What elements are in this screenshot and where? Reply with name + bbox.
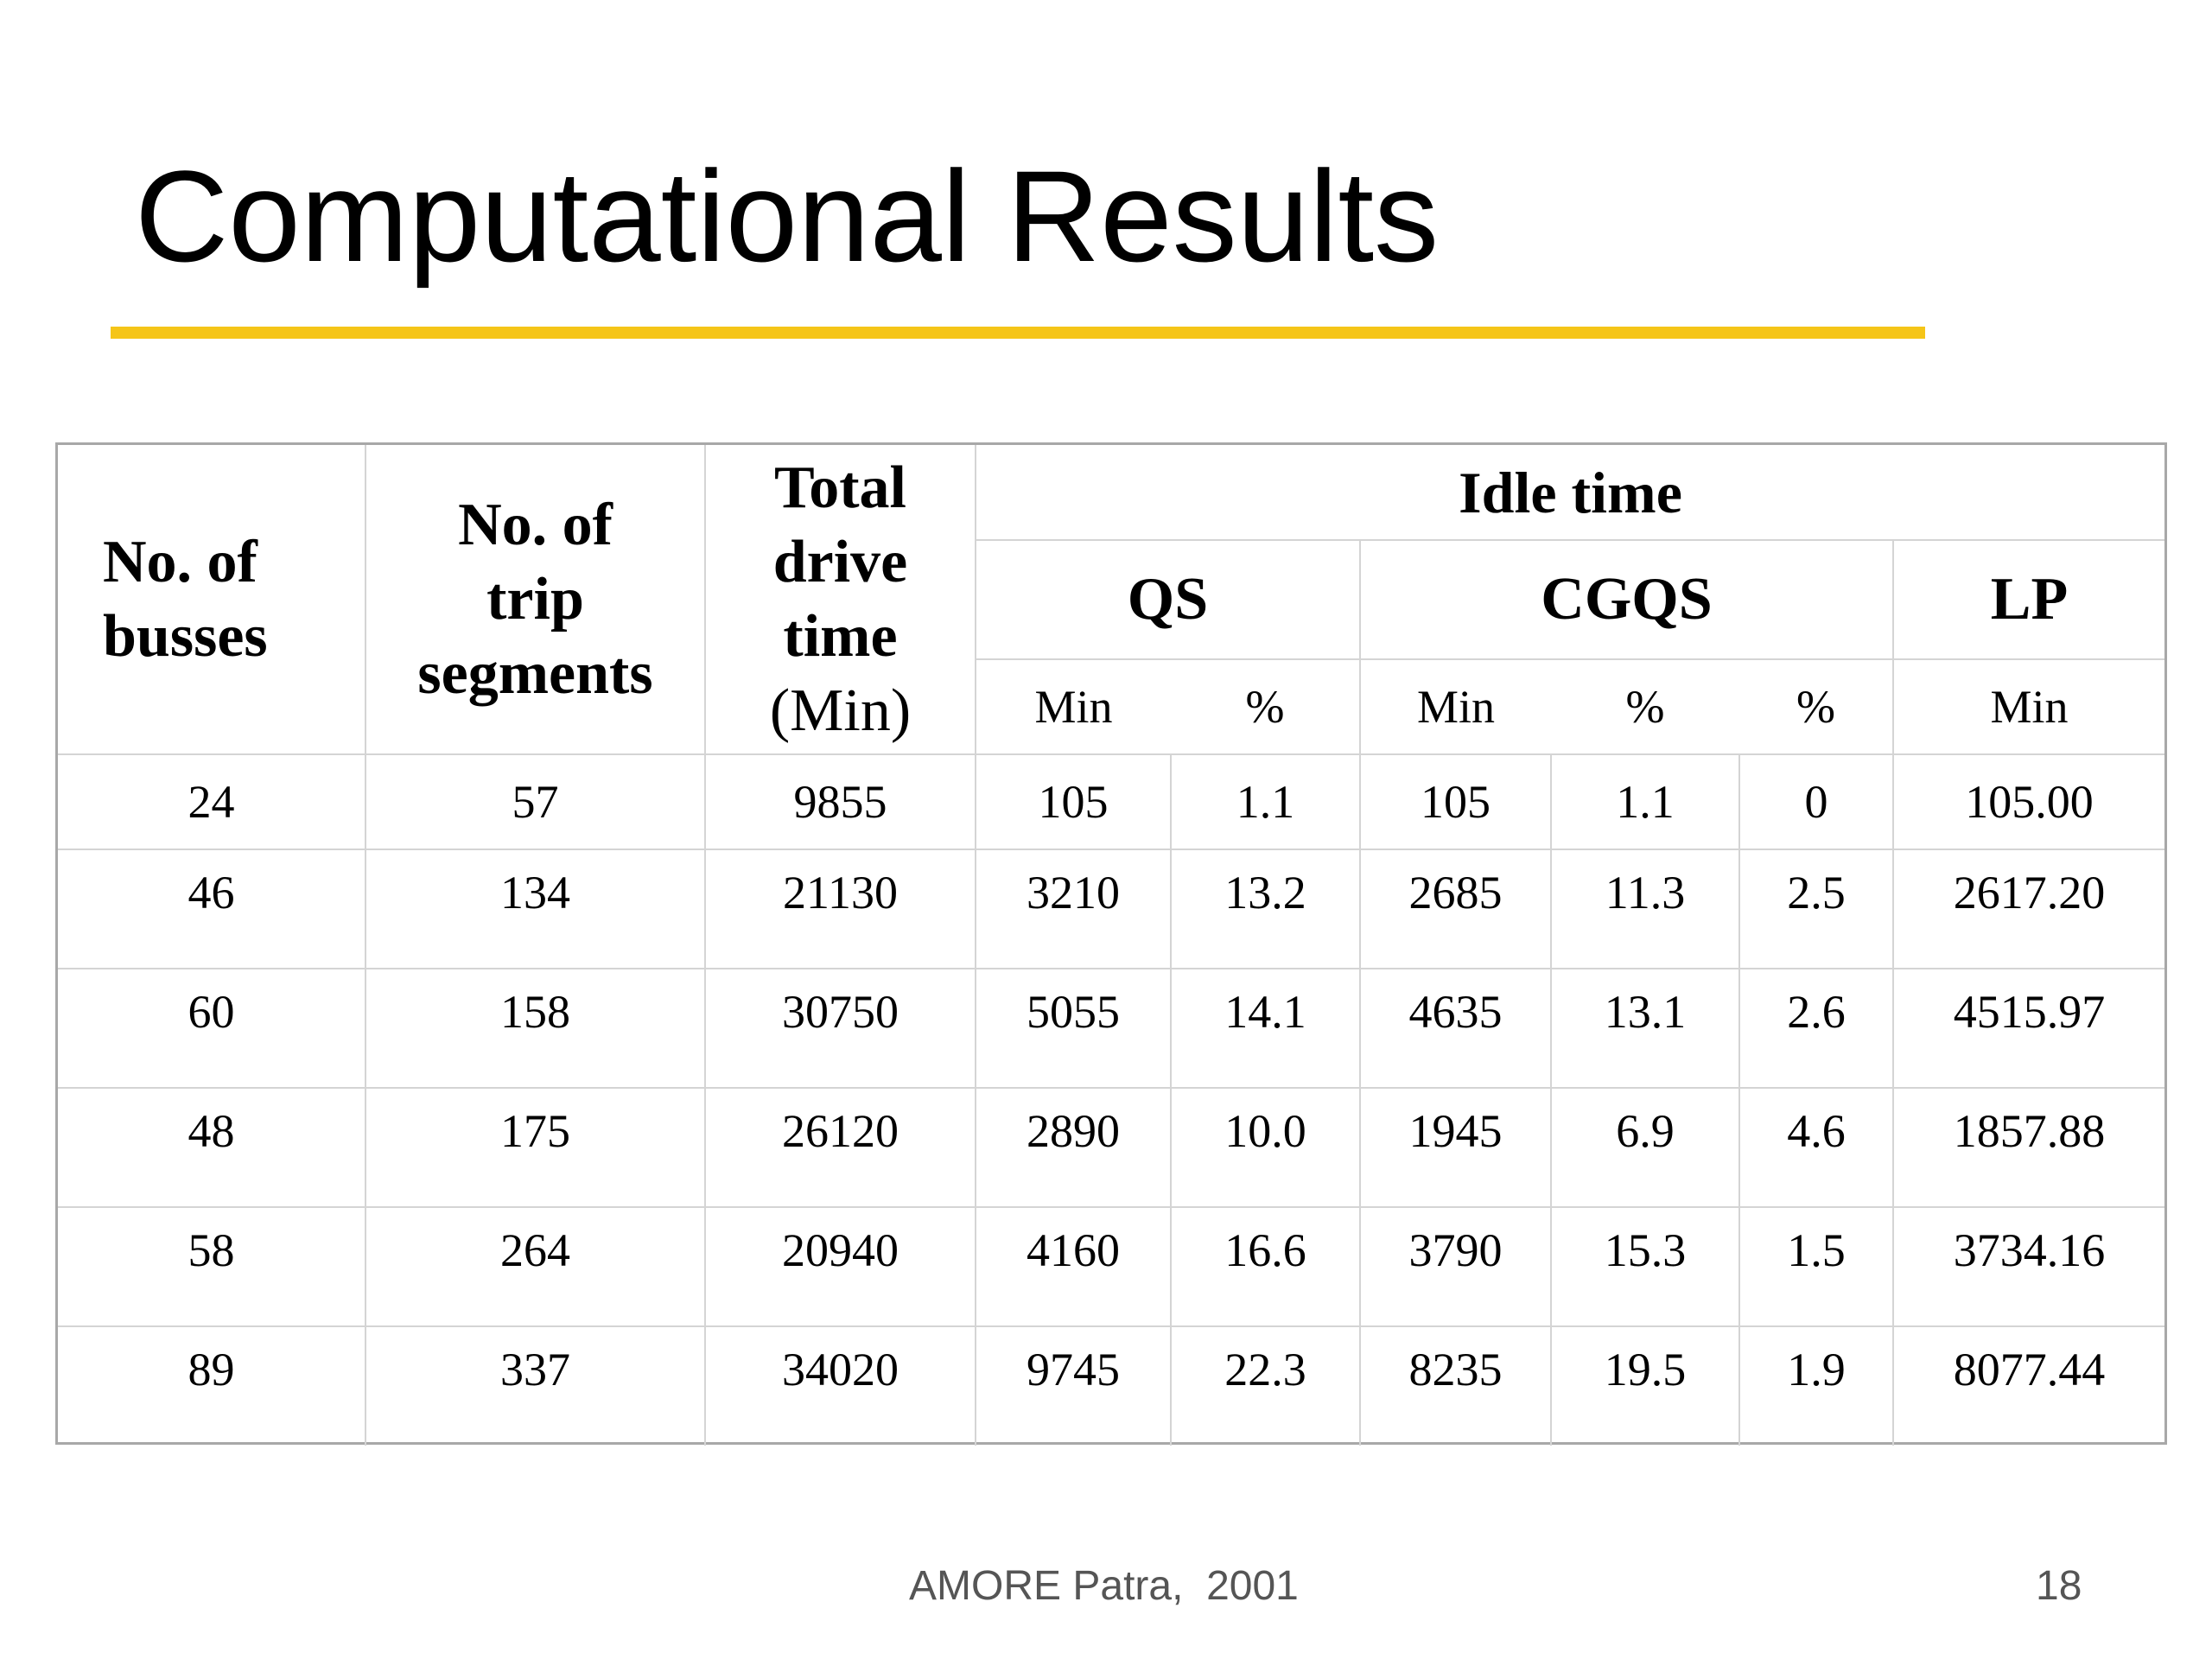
table-cell: 105.00 xyxy=(1893,754,2164,849)
table-cell: 105 xyxy=(976,754,1171,849)
results-table-grid xyxy=(58,445,2164,1446)
table-cell: 1.1 xyxy=(1171,754,1360,849)
header-cgqs: CGQS xyxy=(1360,540,1893,659)
header-lp-min: Min xyxy=(1893,659,2164,754)
table-cell: 2.6 xyxy=(1739,969,1893,1088)
table-cell: 337 xyxy=(365,1326,705,1446)
table-cell: 2890 xyxy=(976,1088,1171,1207)
table-cell: 24 xyxy=(58,754,365,849)
table-row xyxy=(58,1207,2164,1326)
table-cell: 14.1 xyxy=(1171,969,1360,1088)
table-cell: 26120 xyxy=(705,1088,976,1207)
table-cell: 1.9 xyxy=(1739,1326,1893,1446)
table-cell: 3734.16 xyxy=(1893,1207,2164,1326)
header-total-drive-time xyxy=(705,445,976,754)
table-cell: 1857.88 xyxy=(1893,1088,2164,1207)
header-cgqs-gap-percent: % xyxy=(1739,659,1893,754)
table-cell: 16.6 xyxy=(1171,1207,1360,1326)
header-qs-min: Min xyxy=(976,659,1171,754)
header-drive-unit: (Min) xyxy=(769,677,912,744)
table-cell: 60 xyxy=(58,969,365,1088)
table-cell: 48 xyxy=(58,1088,365,1207)
table-cell: 4515.97 xyxy=(1893,969,2164,1088)
table-cell: 4.6 xyxy=(1739,1088,1893,1207)
table-cell: 89 xyxy=(58,1326,365,1446)
table-cell: 58 xyxy=(58,1207,365,1326)
table-row xyxy=(58,1088,2164,1207)
header-drive-line: time xyxy=(783,602,898,670)
table-row xyxy=(58,754,2164,849)
table-cell: 22.3 xyxy=(1171,1326,1360,1446)
table-cell: 264 xyxy=(365,1207,705,1326)
table-cell: 9745 xyxy=(976,1326,1171,1446)
header-busses-line: busses xyxy=(103,602,268,670)
table-cell: 134 xyxy=(365,849,705,969)
slide-title: Computational Results xyxy=(135,143,1440,289)
table-cell: 1945 xyxy=(1360,1088,1551,1207)
table-cell: 158 xyxy=(365,969,705,1088)
header-cgqs-percent: % xyxy=(1551,659,1739,754)
table-cell: 3210 xyxy=(976,849,1171,969)
header-lp: LP xyxy=(1893,540,2164,659)
results-table xyxy=(55,442,2167,1445)
table-cell: 4160 xyxy=(976,1207,1171,1326)
header-busses xyxy=(58,445,365,754)
table-cell: 20940 xyxy=(705,1207,976,1326)
table-cell: 10.0 xyxy=(1171,1088,1360,1207)
table-cell: 5055 xyxy=(976,969,1171,1088)
header-drive-line: Total xyxy=(773,454,907,521)
table-cell: 4635 xyxy=(1360,969,1551,1088)
table-cell: 105 xyxy=(1360,754,1551,849)
header-segments-line: trip xyxy=(486,565,584,632)
header-cgqs-min: Min xyxy=(1360,659,1551,754)
table-cell: 21130 xyxy=(705,849,976,969)
table-cell: 8077.44 xyxy=(1893,1326,2164,1446)
table-cell: 2685 xyxy=(1360,849,1551,969)
table-cell: 2.5 xyxy=(1739,849,1893,969)
table-row xyxy=(58,1326,2164,1446)
table-cell: 30750 xyxy=(705,969,976,1088)
table-cell: 15.3 xyxy=(1551,1207,1739,1326)
table-cell: 2617.20 xyxy=(1893,849,2164,969)
table-cell: 57 xyxy=(365,754,705,849)
footer-text: AMORE Patra, 2001 xyxy=(909,1563,1299,1609)
title-underline xyxy=(111,327,1925,339)
header-segments-line: No. of xyxy=(458,491,613,558)
table-cell: 1.5 xyxy=(1739,1207,1893,1326)
table-cell: 9855 xyxy=(705,754,976,849)
table-cell: 0 xyxy=(1739,754,1893,849)
table-cell: 11.3 xyxy=(1551,849,1739,969)
header-idle-time: Idle time xyxy=(976,445,2164,540)
header-segments-line: segments xyxy=(417,639,653,707)
table-cell: 1.1 xyxy=(1551,754,1739,849)
table-cell: 3790 xyxy=(1360,1207,1551,1326)
table-cell: 46 xyxy=(58,849,365,969)
page-number: 18 xyxy=(2036,1563,2082,1609)
table-cell: 175 xyxy=(365,1088,705,1207)
table-cell: 13.1 xyxy=(1551,969,1739,1088)
header-trip-segments xyxy=(365,445,705,754)
header-busses-line: No. of xyxy=(103,528,257,595)
header-drive-line: drive xyxy=(772,528,908,595)
table-row xyxy=(58,849,2164,969)
header-qs-percent: % xyxy=(1171,659,1360,754)
table-cell: 8235 xyxy=(1360,1326,1551,1446)
table-cell: 19.5 xyxy=(1551,1326,1739,1446)
table-cell: 34020 xyxy=(705,1326,976,1446)
table-cell: 13.2 xyxy=(1171,849,1360,969)
table-cell: 6.9 xyxy=(1551,1088,1739,1207)
header-qs: QS xyxy=(976,540,1360,659)
table-row xyxy=(58,969,2164,1088)
